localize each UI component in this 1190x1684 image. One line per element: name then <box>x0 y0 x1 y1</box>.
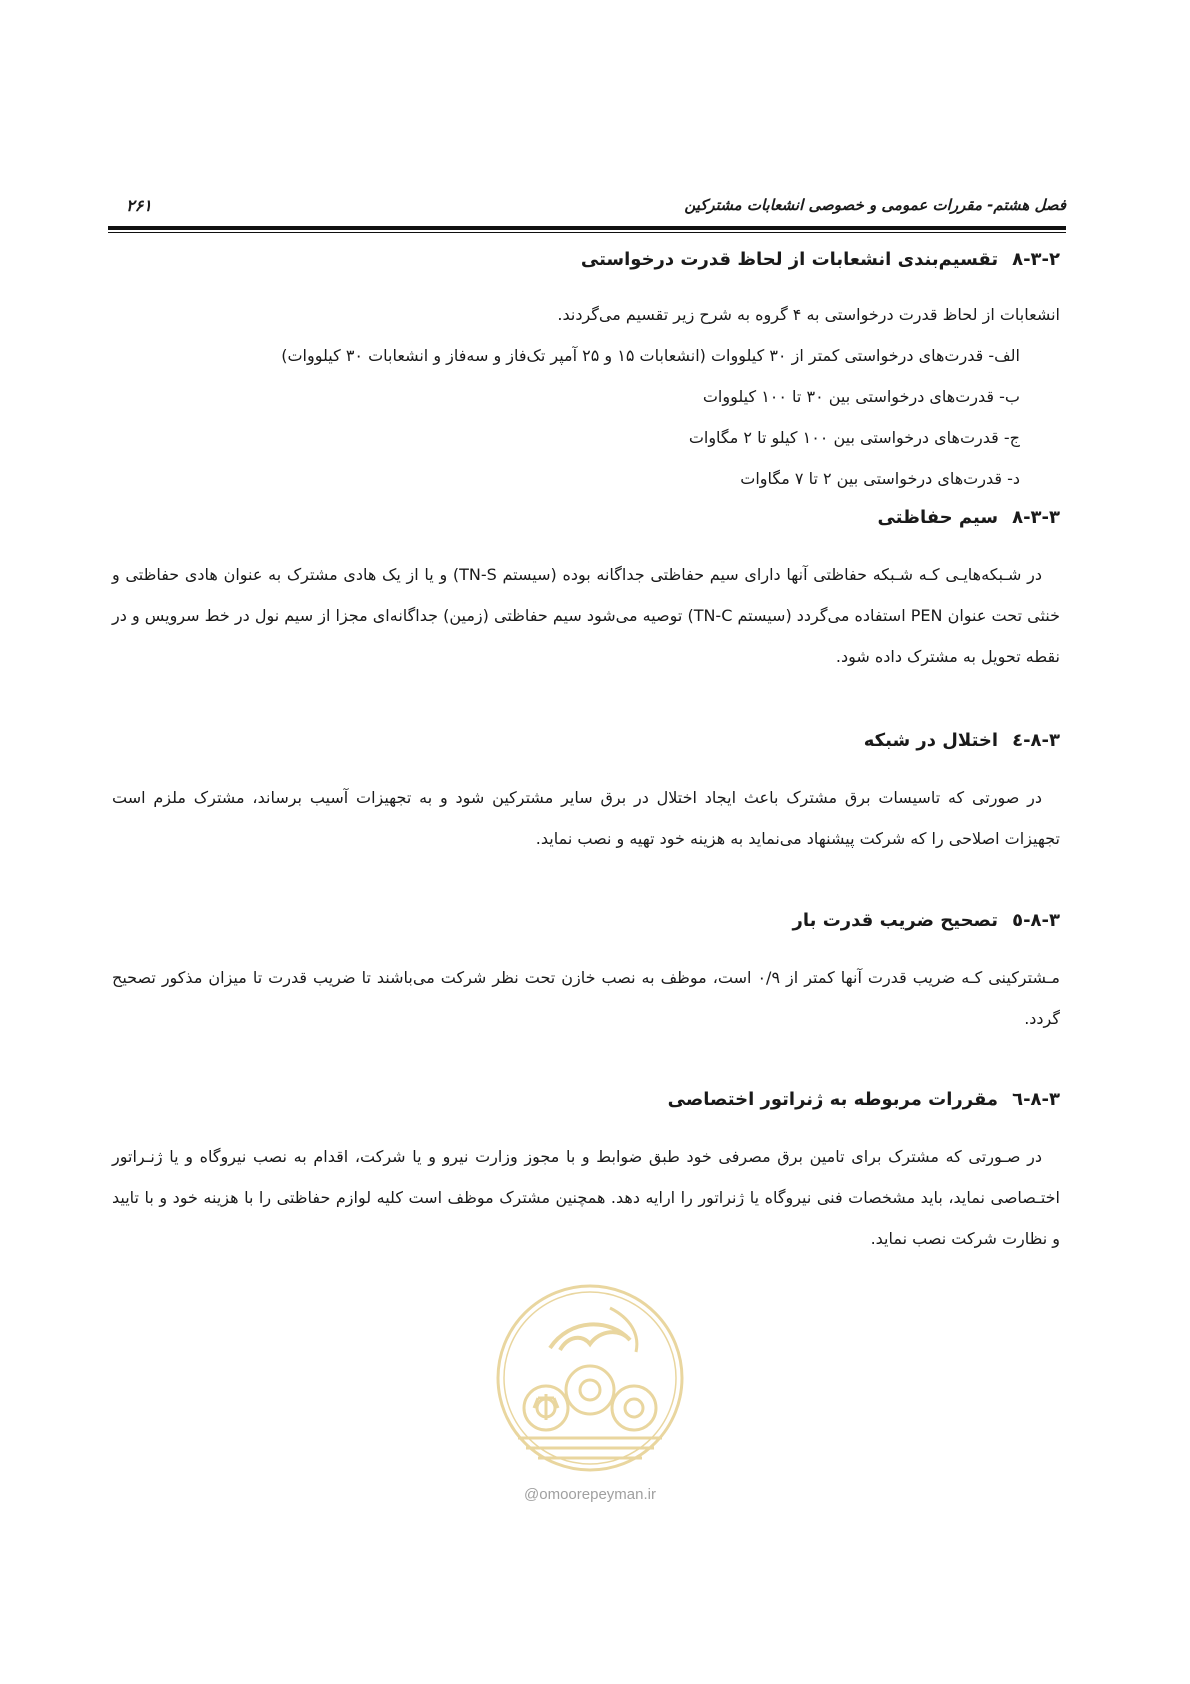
running-header <box>108 196 1066 224</box>
section-intro: انشعابات از لحاظ قدرت درخواستی به ۴ گروه به شرح زیر تقسیم می‌گردند. <box>557 305 1060 324</box>
section-power-classification <box>112 244 1060 499</box>
section-title: تقسیم‌بندی انشعابات از لحاظ قدرت درخواستی <box>580 249 999 270</box>
header-rule-thin <box>108 232 1066 233</box>
section-body: در شـبکه‌هایـی کـه شـبکه حفاظتی آنها دارای سیم حفاظتی جداگانه بوده (سیستم TN-S) و یا از یک هادی مشترک به عنوان هادی حفاظتی و خنثی تحت عنوان PEN استفاده می‌گردد (سیستم TN-C) توصیه می‌شود سیم حفاظتی (زمین) جداگانه‌ای مجزا از سیم نول در خط سرویس و در نقطه تحویل به مشترک داده شود. <box>112 565 1061 666</box>
section-title: اختلال در شبکه <box>863 730 999 751</box>
section-private-generator <box>112 1084 1060 1259</box>
section-title: تصحیح ضریب قدرت بار <box>792 910 999 931</box>
section-title: مقررات مربوطه به ژنراتور اختصاصی <box>667 1089 999 1110</box>
list-item: د- قدرت‌های درخواستی بین ۲ تا ۷ مگاوات <box>740 469 1020 488</box>
section-heading <box>112 244 1060 276</box>
watermark-caption: @omoorepeyman.ir <box>524 1486 656 1503</box>
section-number: ۸-۳-۲ <box>1012 249 1060 270</box>
list-item: ب- قدرت‌های درخواستی بین ۳۰ تا ۱۰۰ کیلووات <box>702 387 1020 406</box>
section-power-factor <box>112 905 1060 1039</box>
section-heading <box>112 725 1060 757</box>
section-body: در صـورتی که مشترک برای تامین برق مصرفی خود طبق ضوابط و با مجوز وزارت نیرو و یا شرکت، اقدام به نصب نیروگاه و یا ژنـراتور اختـصاصی نماید، باید مشخصات فنی نیروگاه یا ژنراتور را ارایه دهد. همچنین مشترک موظف است کلیه لوازم حفاظتی را با هزینه خود و با تایید و نظارت شرکت نصب نماید. <box>112 1147 1060 1248</box>
section-number: ۸-۳-٦ <box>1012 1089 1060 1110</box>
section-title: سیم حفاظتی <box>877 507 999 528</box>
page-number: ۲۶۱ <box>126 196 152 215</box>
section-heading <box>112 502 1060 534</box>
list-item: ج- قدرت‌های درخواستی بین ۱۰۰ کیلو تا ۲ مگاوات <box>688 428 1020 447</box>
classification-list <box>112 335 1060 499</box>
section-protective-wire <box>112 502 1060 677</box>
section-number: ۸-۳-۳ <box>1012 507 1060 528</box>
section-number: ۸-۳-٤ <box>1012 730 1060 751</box>
section-number: ۸-۳-٥ <box>1012 910 1060 931</box>
chapter-title: فصل هشتم- مقررات عمومی و خصوصی انشعابات مشترکین <box>684 196 1066 214</box>
list-item: الف- قدرت‌های درخواستی کمتر از ۳۰ کیلووات (انشعابات ۱۵ و ۲۵ آمپر تک‌فاز و سه‌فاز و انشعابات ۳۰ کیلووات) <box>281 346 1020 365</box>
section-heading <box>112 1084 1060 1116</box>
header-rule-thick <box>108 226 1066 230</box>
section-network-disturbance <box>112 725 1060 859</box>
section-heading <box>112 905 1060 937</box>
section-body: در صورتی که تاسیسات برق مشترک باعث ایجاد اختلال در برق سایر مشترکین شود و به تجهیزات آسیب برساند، مشترک ملزم است تجهیزات اصلاحی را که شرکت پیشنهاد می‌نماید به هزینه خود تهیه و نصب نماید. <box>112 788 1060 848</box>
section-body: مـشترکینی کـه ضریب قدرت آنها کمتر از ۰/۹ است، موظف به نصب خازن تحت نظر شرکت می‌باشند تا ضریب قدرت تا میزان مذکور تصحیح گردد. <box>112 968 1060 1028</box>
watermark-logo <box>490 1278 690 1478</box>
